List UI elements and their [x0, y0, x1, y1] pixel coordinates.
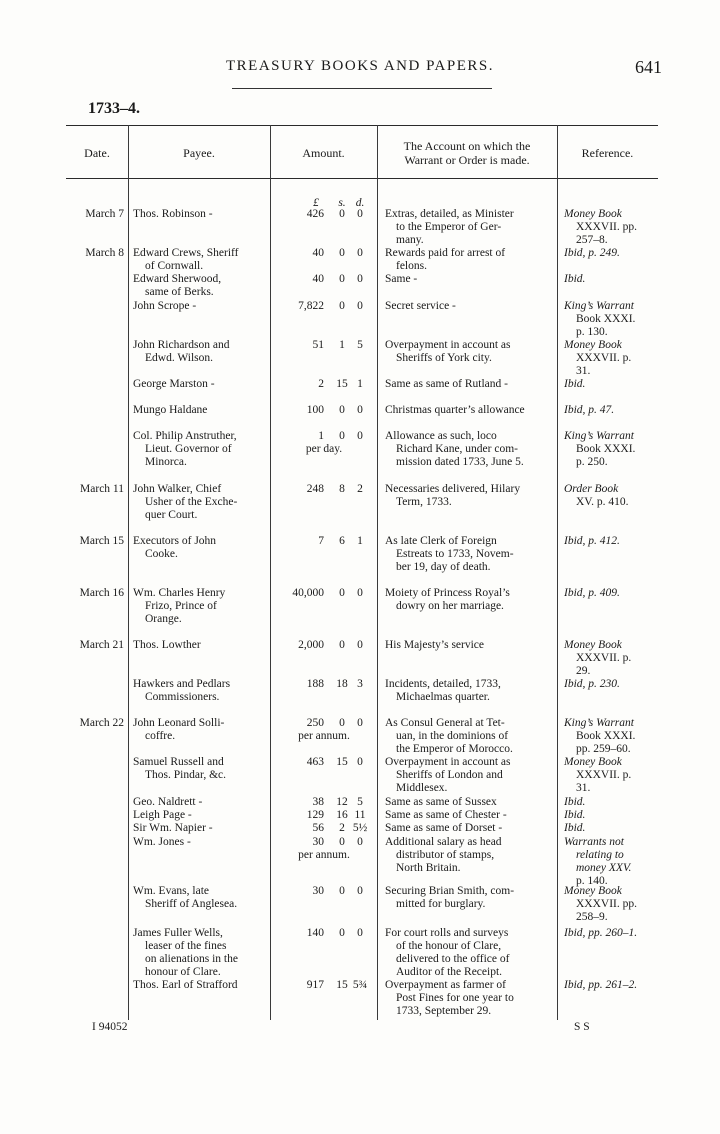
row-payee-line: honour of Clare. [145, 966, 221, 978]
row-account-line: Estreats to 1733, Novem- [396, 548, 514, 560]
row-date: March 7 [85, 208, 124, 220]
row-reference-line: Ibid, p. 412. [564, 535, 620, 547]
currency-pounds: £ [313, 197, 319, 209]
column-divider [270, 125, 271, 1020]
row-account-line: Michaelmas quarter. [396, 691, 490, 703]
row-reference-line: 29. [576, 665, 591, 677]
amount-pence: 0 [357, 836, 363, 848]
column-header-date: Date. [84, 146, 110, 160]
row-account-line: many. [396, 234, 424, 246]
row-reference-line: Book XXXI. [576, 443, 636, 455]
row-reference-line: King’s Warrant [564, 300, 634, 312]
row-account-line: Extras, detailed, as Minister [385, 208, 514, 220]
row-payee-line: Thos. Robinson - [133, 208, 213, 220]
row-reference-line: Money Book [564, 885, 622, 897]
amount-pence: 1 [357, 378, 363, 390]
row-payee-line: Geo. Naldrett - [133, 796, 203, 808]
amount-pounds: 30 [312, 885, 324, 897]
row-payee-line: Samuel Russell and [133, 756, 224, 768]
row-payee-line: of Cornwall. [145, 260, 204, 272]
row-reference-line: XXXVII. p. [576, 769, 632, 781]
row-reference-line: 257–8. [576, 234, 608, 246]
row-reference-line: Money Book [564, 639, 622, 651]
amount-shillings: 15 [336, 378, 348, 390]
row-account-line: Middlesex. [396, 782, 448, 794]
amount-pounds: 2,000 [298, 639, 324, 651]
row-payee-line: John Leonard Solli- [133, 717, 225, 729]
amount-shillings: 0 [339, 717, 345, 729]
row-payee-line: Minorca. [145, 456, 187, 468]
amount-pounds: 1 [318, 430, 324, 442]
row-payee-line: Hawkers and Pedlars [133, 678, 231, 690]
amount-pence: 2 [357, 483, 363, 495]
row-reference-line: p. 130. [576, 326, 608, 338]
row-account-line: Term, 1733. [396, 496, 452, 508]
amount-pence: 3 [357, 678, 363, 690]
row-payee-line: coffre. [145, 730, 176, 742]
amount-pounds: 38 [312, 796, 324, 808]
row-account-line: As Consul General at Tet- [385, 717, 505, 729]
row-account-line: Overpayment as farmer of [385, 979, 507, 991]
amount-shillings: 6 [339, 535, 345, 547]
row-payee-line: Cooke. [145, 548, 178, 560]
row-payee-line: Mungo Haldane [133, 404, 208, 416]
column-header-account-line1: The Account on which the [403, 139, 531, 153]
row-payee-line: Edwd. Wilson. [145, 352, 214, 364]
row-payee-line: Col. Philip Anstruther, [133, 430, 237, 442]
row-reference-line: Ibid, p. 230. [564, 678, 620, 690]
row-account-line: Same as same of Chester - [385, 809, 507, 821]
header-bottom-rule [66, 178, 658, 179]
amount-pence: 0 [357, 639, 363, 651]
row-date: March 15 [79, 535, 124, 547]
row-account-line: For court rolls and surveys [385, 927, 509, 939]
row-account-line: Additional salary as head [385, 836, 502, 848]
row-payee-line: Edward Sherwood, [133, 273, 222, 285]
column-header-account-line2: Warrant or Order is made. [404, 153, 530, 167]
row-payee-line: George Marston - [133, 378, 215, 390]
row-account-line: As late Clerk of Foreign [385, 535, 497, 547]
row-account-line: Richard Kane, under com- [396, 443, 518, 455]
row-payee-line: quer Court. [145, 509, 198, 521]
currency-shillings: s. [338, 197, 346, 209]
amount-shillings: 12 [336, 796, 348, 808]
amount-pence: 5¾ [352, 979, 368, 991]
row-reference-line: Warrants not [564, 836, 624, 848]
row-date: March 8 [85, 247, 124, 259]
year-heading: 1733–4. [88, 100, 140, 117]
row-reference-line: XXXVII. pp. [576, 221, 638, 233]
amount-pounds: 40,000 [292, 587, 324, 599]
amount-note: per day. [305, 443, 343, 455]
row-reference-line: 31. [576, 782, 591, 794]
row-account-line: Rewards paid for arrest of [385, 247, 506, 259]
amount-shillings: 0 [339, 836, 345, 848]
row-reference-line: XXXVII. pp. [576, 898, 638, 910]
row-account-line: Same - [385, 273, 418, 285]
row-payee-line: on alienations in the [145, 953, 238, 965]
amount-pence: 0 [357, 885, 363, 897]
amount-pence: 5 [357, 339, 363, 351]
row-payee-line: Frizo, Prince of [145, 600, 217, 612]
amount-shillings: 18 [336, 678, 348, 690]
row-account-line: Overpayment in account as [385, 339, 511, 351]
amount-note: per annum. [298, 730, 350, 742]
amount-pence: 0 [357, 300, 363, 312]
amount-pence: 5 [357, 796, 363, 808]
column-divider [557, 125, 558, 1020]
amount-pence: 5½ [352, 822, 368, 834]
row-account-line: Incidents, detailed, 1733, [385, 678, 501, 690]
row-reference-line: p. 250. [576, 456, 608, 468]
row-account-line: distributor of stamps, [396, 849, 495, 861]
amount-pounds: 2 [318, 378, 324, 390]
row-payee-line: Orange. [145, 613, 182, 625]
column-header-amount: Amount. [302, 146, 345, 160]
row-account-line: Secret service - [385, 300, 456, 312]
amount-shillings: 0 [339, 300, 345, 312]
amount-note: per annum. [298, 849, 350, 861]
row-reference-line: King’s Warrant [564, 430, 634, 442]
table-top-rule [66, 125, 658, 126]
row-reference-line: Ibid, p. 409. [564, 587, 620, 599]
row-reference-line: Ibid, p. 47. [564, 404, 615, 416]
row-account-line: Christmas quarter’s allowance [385, 404, 525, 416]
amount-pounds: 917 [306, 979, 324, 991]
amount-shillings: 1 [339, 339, 345, 351]
amount-pounds: 56 [312, 822, 324, 834]
row-account-line: mission dated 1733, June 5. [396, 456, 524, 468]
row-reference-line: Book XXXI. [576, 730, 636, 742]
row-payee-line: Thos. Lowther [133, 639, 201, 651]
row-reference-line: pp. 259–60. [576, 743, 631, 755]
amount-pence: 0 [357, 247, 363, 259]
amount-pounds: 7 [318, 535, 324, 547]
amount-pounds: 188 [306, 678, 324, 690]
row-account-line: Securing Brian Smith, com- [385, 885, 515, 897]
row-payee-line: John Walker, Chief [133, 483, 222, 495]
row-payee-line: Lieut. Governor of [145, 443, 232, 455]
row-account-line: mitted for burglary. [396, 898, 486, 910]
row-reference-line: Ibid. [564, 822, 586, 834]
row-account-line: delivered to the office of [396, 953, 510, 965]
amount-pence: 0 [357, 404, 363, 416]
amount-pence: 0 [357, 756, 363, 768]
row-reference-line: Ibid. [564, 796, 586, 808]
row-reference-line: Ibid. [564, 273, 586, 285]
amount-pence: 0 [357, 587, 363, 599]
row-account-line: uan, in the dominions of [396, 730, 509, 742]
row-reference-line: p. 140. [576, 875, 608, 887]
row-reference-line: Ibid. [564, 809, 586, 821]
amount-pence: 0 [357, 430, 363, 442]
amount-pounds: 100 [306, 404, 324, 416]
row-reference-line: Money Book [564, 339, 622, 351]
row-date: March 22 [79, 717, 124, 729]
row-account-line: Overpayment in account as [385, 756, 511, 768]
amount-shillings: 0 [339, 587, 345, 599]
row-payee-line: Edward Crews, Sheriff [133, 247, 239, 259]
row-payee-line: Executors of John [133, 535, 217, 547]
row-account-line: Same as same of Dorset - [385, 822, 503, 834]
amount-shillings: 0 [339, 404, 345, 416]
row-payee-line: Thos. Pindar, &c. [145, 769, 226, 781]
amount-shillings: 0 [339, 273, 345, 285]
currency-pence: d. [355, 197, 365, 209]
column-header-reference: Reference. [581, 146, 634, 160]
amount-pence: 11 [354, 809, 366, 821]
row-payee-line: Wm. Jones - [133, 836, 191, 848]
row-payee-line: Leigh Page - [133, 809, 192, 821]
row-account-line: Same as same of Rutland - [385, 378, 508, 390]
row-payee-line: James Fuller Wells, [133, 927, 223, 939]
row-account-line: 1733, September 29. [396, 1005, 492, 1017]
footer-gathering-mark: S S [574, 1021, 590, 1033]
row-account-line: Sheriffs of London and [396, 769, 503, 781]
row-payee-line: leaser of the fines [145, 940, 227, 952]
amount-pounds: 51 [312, 339, 324, 351]
row-reference-line: money XXV. [576, 862, 632, 874]
row-account-line: Post Fines for one year to [396, 992, 514, 1004]
row-reference-line: Ibid. [564, 378, 586, 390]
amount-pounds: 40 [312, 273, 324, 285]
row-reference-line: Money Book [564, 208, 622, 220]
row-account-line: of the honour of Clare, [396, 940, 502, 952]
column-divider [377, 125, 378, 1020]
row-reference-line: Ibid, pp. 260–1. [564, 927, 638, 939]
row-payee-line: John Scrope - [133, 300, 197, 312]
row-reference-line: 258–9. [576, 911, 608, 923]
amount-pence: 1 [357, 535, 363, 547]
row-reference-line: XXXVII. p. [576, 352, 632, 364]
amount-pounds: 248 [306, 483, 324, 495]
row-account-line: Sheriffs of York city. [396, 352, 492, 364]
amount-shillings: 15 [336, 756, 348, 768]
row-reference-line: 31. [576, 365, 591, 377]
amount-shillings: 8 [339, 483, 345, 495]
amount-pence: 0 [357, 927, 363, 939]
row-reference-line: relating to [576, 849, 624, 861]
amount-pounds: 426 [306, 208, 324, 220]
row-payee-line: Wm. Evans, late [133, 885, 210, 897]
footer-signature: I 94052 [92, 1021, 128, 1033]
amount-shillings: 0 [339, 885, 345, 897]
amount-shillings: 16 [336, 809, 348, 821]
row-payee-line: Thos. Earl of Strafford [133, 979, 238, 991]
row-payee-line: Usher of the Exche- [145, 496, 238, 508]
amount-pence: 0 [357, 208, 363, 220]
row-reference-line: Order Book [564, 483, 619, 495]
amount-shillings: 0 [339, 639, 345, 651]
row-account-line: ber 19, day of death. [396, 561, 491, 573]
row-account-line: Necessaries delivered, Hilary [385, 483, 521, 495]
row-date: March 21 [79, 639, 124, 651]
amount-pounds: 7,822 [298, 300, 324, 312]
amount-shillings: 15 [336, 979, 348, 991]
row-payee-line: Sir Wm. Napier - [133, 822, 213, 834]
row-payee-line: Commissioners. [145, 691, 220, 703]
row-account-line: North Britain. [396, 862, 461, 874]
row-date: March 16 [79, 587, 124, 599]
column-divider [128, 125, 129, 1020]
row-payee-line: same of Berks. [145, 286, 214, 298]
row-reference-line: XV. p. 410. [576, 496, 629, 508]
row-date: March 11 [80, 483, 124, 495]
row-reference-line: King’s Warrant [564, 717, 634, 729]
row-reference-line: XXXVII. p. [576, 652, 632, 664]
row-account-line: Auditor of the Receipt. [396, 966, 503, 978]
row-account-line: Same as same of Sussex [385, 796, 497, 808]
row-payee-line: Sheriff of Anglesea. [145, 898, 238, 910]
row-payee-line: Wm. Charles Henry [133, 587, 226, 599]
row-account-line: Moiety of Princess Royal’s [385, 587, 510, 599]
row-account-line: felons. [396, 260, 427, 272]
amount-shillings: 0 [339, 247, 345, 259]
running-title: TREASURY BOOKS AND PAPERS. [226, 58, 494, 74]
row-account-line: Allowance as such, loco [385, 430, 497, 442]
amount-pence: 0 [357, 717, 363, 729]
page-number: 641 [635, 57, 662, 77]
amount-pounds: 140 [306, 927, 324, 939]
row-account-line: His Majesty’s service [385, 639, 485, 651]
row-account-line: dowry on her marriage. [396, 600, 504, 612]
row-reference-line: Ibid, p. 249. [564, 247, 620, 259]
amount-pounds: 40 [312, 247, 324, 259]
amount-shillings: 0 [339, 430, 345, 442]
row-account-line: to the Emperor of Ger- [396, 221, 502, 233]
column-header-payee: Payee. [183, 146, 215, 160]
amount-shillings: 0 [339, 208, 345, 220]
amount-pounds: 129 [306, 809, 324, 821]
row-payee-line: John Richardson and [133, 339, 230, 351]
row-account-line: the Emperor of Morocco. [396, 743, 513, 755]
row-reference-line: Ibid, pp. 261–2. [564, 979, 638, 991]
row-reference-line: Book XXXI. [576, 313, 636, 325]
amount-pence: 0 [357, 273, 363, 285]
title-rule [232, 88, 492, 89]
amount-shillings: 2 [339, 822, 345, 834]
amount-pounds: 250 [306, 717, 324, 729]
amount-pounds: 463 [306, 756, 324, 768]
amount-pounds: 30 [312, 836, 324, 848]
amount-shillings: 0 [339, 927, 345, 939]
row-reference-line: Money Book [564, 756, 622, 768]
